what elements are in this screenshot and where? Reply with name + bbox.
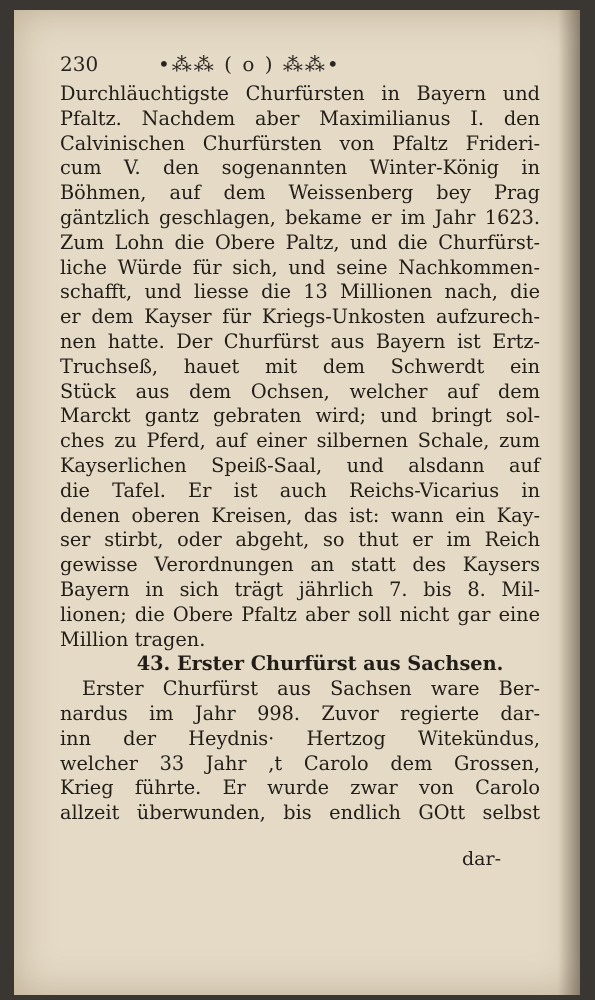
body-text xyxy=(60,82,540,826)
text-line: Truchseß, hauet mit dem Schwerdt ein xyxy=(60,354,540,378)
text-line: liche Würde für sich, und seine Nachkommen- xyxy=(60,255,540,279)
text-line: nardus im Jahr 998. Zuvor regierte dar- xyxy=(60,701,540,725)
text-line: inn der Heydnis· Hertzog Witekündus, xyxy=(60,726,540,750)
text-line: Calvinischen Churfürsten von Pfaltz Frideri- xyxy=(60,131,540,155)
text-line: Million tragen. xyxy=(60,627,206,651)
text-line: gewisse Verordnungen an statt des Kaysers xyxy=(60,553,540,577)
text-line: ches zu Pferd, auf einer silbernen Schale, zum xyxy=(60,429,540,453)
text-line: Marckt gantz gebraten wird; und bringt sol- xyxy=(60,404,540,428)
section-heading: 43. Erster Churfürst aus Sachsen. xyxy=(136,652,504,676)
book-page xyxy=(14,10,580,995)
text-line: lionen; die Obere Pfaltz aber soll nicht gar eine xyxy=(60,602,540,626)
text-line: allzeit überwunden, bis endlich GOtt selbst xyxy=(60,801,540,825)
catchword: dar- xyxy=(462,848,501,870)
running-header xyxy=(60,52,500,78)
text-line: nen hatte. Der Churfürst aus Bayern ist Ertz- xyxy=(60,329,540,353)
text-line: Zum Lohn die Obere Paltz, und die Churfürst- xyxy=(60,230,540,254)
text-line: Böhmen, auf dem Weissenberg bey Prag xyxy=(60,181,540,205)
text-line: Stück aus dem Ochsen, welcher auf dem xyxy=(60,379,540,403)
text-line: denen oberen Kreisen, das ist: wann ein Kay- xyxy=(60,503,540,527)
text-line: Bayern in sich trägt jährlich 7. bis 8. Mil- xyxy=(60,577,540,601)
text-line: gäntzlich geschlagen, bekame er im Jahr 1623. xyxy=(60,205,540,229)
text-line: welcher 33 Jahr ,t Carolo dem Grossen, xyxy=(60,751,540,775)
page-edge-shadow xyxy=(558,10,580,995)
text-line: Erster Churfürst aus Sachsen ware Ber- xyxy=(82,677,540,701)
text-line: die Tafel. Er ist auch Reichs-Vicarius in xyxy=(60,478,540,502)
page-number: 230 xyxy=(60,52,99,76)
text-line: cum V. den sogenannten Winter-König in xyxy=(60,156,540,180)
header-ornament: •⁂⁂ ( o ) ⁂⁂• xyxy=(158,52,341,76)
text-line: schafft, und liesse die 13 Millionen nach, die xyxy=(60,280,540,304)
text-line: Kayserlichen Speiß-Saal, und alsdann auf xyxy=(60,453,540,477)
text-line: er dem Kayser für Kriegs-Unkosten aufzurech- xyxy=(60,305,540,329)
text-line: Durchläuchtigste Churfürsten in Bayern und xyxy=(60,82,540,105)
text-line: ser stirbt, oder abgeht, so thut er im Reich xyxy=(60,528,540,552)
text-line: Krieg führte. Er wurde zwar von Carolo xyxy=(60,776,540,800)
text-line: Pfaltz. Nachdem aber Maximilianus I. den xyxy=(60,106,540,130)
